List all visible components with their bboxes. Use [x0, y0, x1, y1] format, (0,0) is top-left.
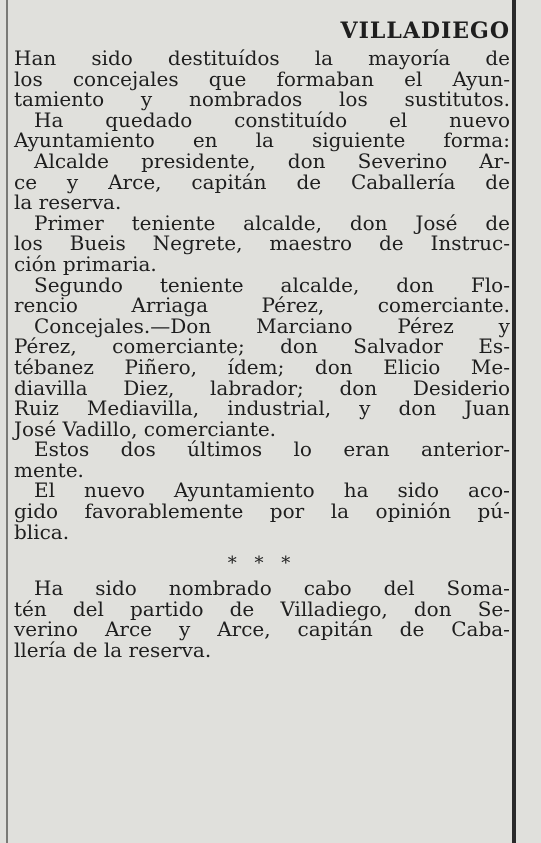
word: sido — [397, 478, 440, 503]
word: ha — [343, 478, 369, 503]
word: Alcalde — [34, 148, 109, 173]
text-line — [14, 313, 510, 338]
text-line — [14, 480, 510, 501]
word: don — [349, 210, 388, 235]
word: presidente, — [141, 148, 256, 173]
word: Instruc- — [430, 231, 510, 256]
word: y — [498, 313, 510, 338]
word: Se- — [477, 596, 510, 621]
word: el — [404, 66, 423, 91]
text-line — [14, 89, 510, 110]
text-line — [14, 48, 510, 69]
word: la — [330, 499, 350, 524]
word: forma: — [443, 128, 510, 153]
word: constituído — [234, 107, 348, 132]
text-line — [14, 272, 510, 297]
word: labrador; — [210, 375, 304, 400]
text-line: llería de la reserva. — [14, 638, 212, 663]
text-line — [14, 578, 510, 599]
word: Concejales.—Don — [34, 313, 212, 338]
column-rule — [512, 0, 516, 843]
word: mayoría — [368, 46, 451, 70]
word: Arce, — [108, 169, 162, 194]
word: ídem; — [227, 354, 285, 379]
word: sido — [91, 46, 133, 70]
word: alcalde, — [280, 272, 360, 297]
word: Soma- — [446, 576, 510, 601]
word: Arriaga — [131, 293, 209, 318]
word: Arce — [104, 617, 152, 642]
word: rencio — [14, 293, 78, 318]
word: de — [229, 596, 255, 621]
text-line — [14, 169, 510, 194]
text-line — [14, 148, 510, 173]
word: el — [388, 107, 408, 132]
word: anterior- — [420, 437, 510, 462]
word: Me- — [470, 354, 510, 379]
word: Ayuntamiento — [173, 478, 315, 503]
text-line: José Vadillo, comerciante. — [14, 416, 277, 441]
word: don — [413, 596, 452, 621]
word: verino — [14, 617, 79, 642]
word: teniente — [131, 210, 216, 235]
word: Arce, — [217, 617, 271, 642]
word: siguiente — [311, 128, 406, 153]
word: los — [14, 66, 43, 91]
word: don — [314, 354, 353, 379]
word: Ruiz — [14, 396, 59, 421]
word: últimos — [187, 437, 263, 462]
text-line — [14, 336, 510, 357]
word: Salvador — [353, 334, 443, 359]
word: ce — [14, 169, 38, 194]
word: opinión — [375, 499, 451, 524]
word: y — [66, 169, 79, 194]
word: y — [359, 396, 371, 421]
article-body — [14, 48, 510, 542]
word: sustitutos. — [404, 87, 510, 112]
word: tébanez — [14, 354, 94, 379]
article-title: VILLADIEGO — [340, 18, 510, 44]
word: eran — [343, 437, 390, 462]
text-line — [14, 210, 510, 235]
word: quedado — [105, 107, 193, 132]
word: que — [208, 66, 247, 91]
word: Bueis — [69, 231, 126, 256]
word: Severino — [357, 148, 448, 173]
word: don — [339, 375, 378, 400]
text-line — [14, 66, 510, 91]
word: José — [415, 210, 458, 235]
word: Negrete, — [152, 231, 243, 256]
word: tamiento — [14, 87, 105, 112]
word: Es- — [478, 334, 510, 359]
word: partido — [129, 596, 204, 621]
word: la — [255, 128, 274, 153]
text-line: ción primaria. — [14, 251, 157, 276]
word: dos — [120, 437, 156, 462]
text-line: blica. — [14, 519, 70, 544]
word: los — [14, 231, 43, 256]
word: nuevo — [83, 478, 145, 503]
text-line — [14, 107, 510, 132]
word: don — [396, 272, 434, 297]
word: de — [378, 231, 404, 256]
word: de — [485, 169, 510, 194]
word: comerciante. — [377, 293, 510, 318]
word: Diez, — [123, 375, 175, 400]
word: Caba- — [451, 617, 510, 642]
word: de — [485, 210, 510, 235]
word: favorablemente — [84, 499, 244, 524]
word: comerciante; — [112, 334, 245, 359]
text-line — [14, 619, 510, 640]
section-separator: * * * — [227, 553, 297, 575]
word: aco- — [468, 478, 510, 503]
word: Ha — [34, 107, 64, 132]
word: Caballería — [350, 169, 456, 194]
word: de — [296, 169, 322, 194]
word: Primer — [34, 210, 104, 235]
word: y — [178, 617, 191, 642]
word: don — [398, 396, 437, 421]
word: cabo — [303, 576, 352, 601]
word: tén — [14, 596, 47, 621]
word: nombrados — [188, 87, 303, 112]
word: de — [399, 617, 425, 642]
word: capitán — [191, 169, 267, 194]
word: del — [383, 576, 415, 601]
article-body-second — [14, 576, 510, 663]
word: teniente — [159, 272, 244, 297]
word: sido — [95, 576, 137, 601]
word: maestro — [269, 231, 352, 256]
word: capitán — [297, 617, 373, 642]
word: por — [269, 499, 305, 524]
word: Estos — [34, 437, 90, 462]
word: El — [34, 478, 55, 503]
word: alcalde, — [243, 210, 322, 235]
word: Mediavilla, — [86, 396, 200, 421]
word: la — [314, 46, 334, 70]
word: Pérez, — [14, 334, 77, 359]
word: pú- — [477, 499, 510, 524]
text-line — [14, 501, 510, 522]
word: Juan — [464, 396, 510, 421]
word: Piñero, — [124, 354, 197, 379]
word: diavilla — [14, 375, 88, 400]
word: industrial, — [227, 396, 332, 421]
word: en — [192, 128, 218, 153]
word: formaban — [276, 66, 374, 91]
word: Pérez — [397, 313, 454, 338]
word: Ha — [34, 576, 64, 601]
word: Han — [14, 46, 57, 70]
text-line — [14, 596, 510, 621]
word: Elicio — [383, 354, 441, 379]
word: Ayuntamiento — [14, 128, 155, 153]
text-line — [14, 439, 510, 460]
word: lo — [293, 437, 312, 462]
word: Ayun- — [452, 66, 510, 91]
text-line — [14, 130, 510, 151]
text-line — [14, 398, 510, 419]
word: del — [72, 596, 104, 621]
word: concejales — [72, 66, 179, 91]
word: gido — [14, 499, 59, 524]
text-line — [14, 295, 510, 316]
word: destituídos — [167, 46, 280, 70]
word: Pérez, — [261, 293, 325, 318]
word: nuevo — [449, 107, 510, 132]
word: de — [485, 46, 510, 70]
text-line — [14, 354, 510, 379]
word: Ar- — [479, 148, 510, 173]
word: Marciano — [256, 313, 353, 338]
word: Segundo — [34, 272, 123, 297]
word: Villadiego, — [280, 596, 388, 621]
text-line: la reserva. — [14, 190, 122, 215]
word: Desiderio — [412, 375, 510, 400]
word: don — [280, 334, 318, 359]
word: los — [339, 87, 368, 112]
word: y — [140, 87, 153, 112]
text-line — [14, 375, 510, 400]
word: nombrado — [168, 576, 272, 601]
article-column — [14, 16, 510, 661]
text-line — [14, 233, 510, 254]
word: Flo- — [470, 272, 510, 297]
left-column-rule — [6, 0, 8, 843]
text-line: mente. — [14, 457, 84, 482]
word: don — [287, 148, 326, 173]
